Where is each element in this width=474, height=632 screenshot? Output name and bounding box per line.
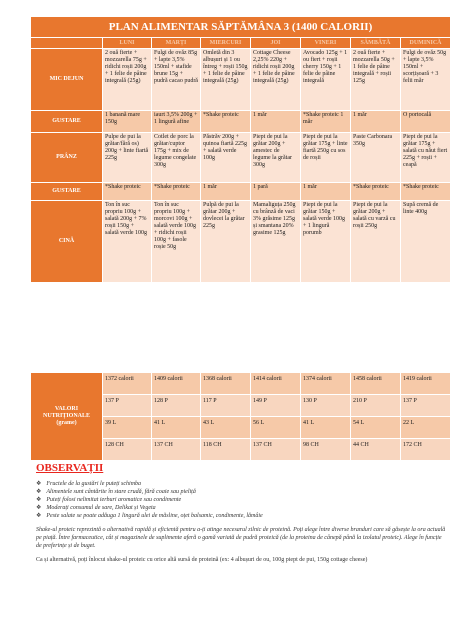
nutrition-cell: 118 CH bbox=[201, 439, 251, 461]
meal-cell: Pulpă de pui la grătar 200g + dovlecei la grătar 225g bbox=[201, 201, 251, 283]
observation-text: Puteți folosi nelimitat ierburi aromatice sau condimente bbox=[46, 497, 182, 503]
nutrition-cell: 1409 calorii bbox=[152, 373, 201, 395]
nutrition-cell: 210 P bbox=[351, 395, 401, 417]
nutrition-cell: 22 L bbox=[401, 417, 451, 439]
nutrition-cell: 137 CH bbox=[251, 439, 301, 461]
meal-cell: Piept de pui la grătar 200g + salată cu varză cu roșii 250g bbox=[351, 201, 401, 283]
observation-text: Moderați consumul de sare, Delikat și Vegeta bbox=[46, 505, 156, 511]
meal-cell: 2 ouă fierte + mozzarella 50g + 1 felie de pâine integrală + roșii 125g bbox=[351, 49, 401, 111]
day-header: VINERI bbox=[301, 38, 351, 49]
meal-cell: *Shake proteic bbox=[351, 183, 401, 201]
alternative-note: Ca și alternativă, poți înlocui shake-ul proteic cu orice altă sursă de proteină (ex: 4 albușuri de ou, 100g piept de pui, 150g cottage cheese) bbox=[36, 557, 368, 563]
meal-cell: 1 măr bbox=[201, 183, 251, 201]
diamond-bullet-icon: ❖ bbox=[36, 497, 42, 503]
meal-cell: 1 măr bbox=[351, 111, 401, 133]
meal-cell: Piept de pui la grătar 150g + salată verde 100g + 1 lingură porumb bbox=[301, 201, 351, 283]
meal-row bbox=[31, 111, 451, 133]
nutrition-cell: 54 L bbox=[351, 417, 401, 439]
nutrition-cell: 128 P bbox=[152, 395, 201, 417]
meal-cell: Piept de pui la grătar 175g + salată cu năut fiert 225g + roșii + ceapă bbox=[401, 133, 451, 183]
nutrition-cell: 172 CH bbox=[401, 439, 451, 461]
meal-cell: Pulpe de pui la grătar/fără os) 200g + linte fiartă 225g bbox=[103, 133, 152, 183]
meal-cell: Fulgi de ovăz 85g + lapte 3,5% 150ml + stafide brune 15g + pudră cacao pudră bbox=[152, 49, 201, 111]
observation-item bbox=[36, 480, 446, 488]
diamond-bullet-icon: ❖ bbox=[36, 481, 42, 487]
meal-cell: Omletă din 3 albușuri și 1 ou întreg + roșii 150g + 1 felie de pâine integrală (25g) bbox=[201, 49, 251, 111]
meal-row bbox=[31, 201, 451, 283]
meal-cell: Mamaliguța 250g cu brânză de vaci 3% grăsime 125g și smantana 20% grasime 125g bbox=[251, 201, 301, 283]
meal-row bbox=[31, 133, 451, 183]
observation-item bbox=[36, 488, 446, 496]
day-header: MARȚI bbox=[152, 38, 201, 49]
meal-cell: Păstrăv 200g + quinoa fiartă 225g + salată verde 100g bbox=[201, 133, 251, 183]
nutrition-cell: 1419 calorii bbox=[401, 373, 451, 395]
observation-item bbox=[36, 504, 446, 512]
nutrition-cell: 1414 calorii bbox=[251, 373, 301, 395]
meal-cell: Piept de pui la grătar 175g + linte fiartă 250g cu sos de roșii bbox=[301, 133, 351, 183]
observations-title: OBSERVAȚII bbox=[36, 462, 104, 474]
meal-cell: Ton în suc propriu 100g + morcovi 100g + salată verde 100g + ridichi roșii 100g + fasole roșie 50g bbox=[152, 201, 201, 283]
plan-title: PLAN ALIMENTAR SĂPTĂMÂNA 3 (1400 CALORII) bbox=[31, 17, 451, 38]
nutrition-cell: 43 L bbox=[201, 417, 251, 439]
meal-row bbox=[31, 49, 451, 111]
nutrition-cell: 41 L bbox=[301, 417, 351, 439]
meal-row bbox=[31, 183, 451, 201]
meal-cell: Avocado 125g + 1 ou fiert + roșii cherry 150g + 1 felie de pâine integrală bbox=[301, 49, 351, 111]
day-header: JOI bbox=[251, 38, 301, 49]
observation-text: Alimentele sunt cântărite în stare crudă, fără coaie sau pieliță bbox=[46, 489, 196, 495]
diamond-bullet-icon: ❖ bbox=[36, 505, 42, 511]
header-corner bbox=[31, 38, 103, 49]
meal-cell: O portocală bbox=[401, 111, 451, 133]
nutrition-cell: 41 L bbox=[152, 417, 201, 439]
day-header: LUNI bbox=[103, 38, 152, 49]
meal-cell: Cottage Cheese 2,25% 220g + ridichi roșii 200g + 1 felie de pâine integrală (25g) bbox=[251, 49, 301, 111]
meal-cell: iaurt 3,5% 200g + 1 lingură afine bbox=[152, 111, 201, 133]
meal-label: GUSTARE bbox=[31, 111, 103, 133]
meal-label: MIC DEJUN bbox=[31, 49, 103, 111]
nutrition-cell: 137 CH bbox=[152, 439, 201, 461]
meal-cell: 2 ouă fierte + mozzarella 75g + ridichi roșii 200g + 1 felie de pâine integrală (25g) bbox=[103, 49, 152, 111]
nutrition-cell: 130 P bbox=[301, 395, 351, 417]
meal-cell: Supă cremă de linte 400g bbox=[401, 201, 451, 283]
meal-cell: 1 pară bbox=[251, 183, 301, 201]
nutrition-cell: 39 L bbox=[103, 417, 152, 439]
meal-label: GUSTARE bbox=[31, 183, 103, 201]
nutrition-label: VALORI NUTRIȚIONALE (grame) bbox=[31, 373, 103, 461]
observations-section bbox=[36, 462, 446, 564]
observations-list bbox=[36, 480, 446, 520]
day-header: MIERCURI bbox=[201, 38, 251, 49]
meal-label: CINĂ bbox=[31, 201, 103, 283]
nutrition-cell: 98 CH bbox=[301, 439, 351, 461]
meal-cell: Paste Carbonara 350g bbox=[351, 133, 401, 183]
nutrition-cell: 56 L bbox=[251, 417, 301, 439]
nutrition-table bbox=[30, 372, 451, 461]
day-header: SÂMBĂTĂ bbox=[351, 38, 401, 49]
nutrition-cell: 149 P bbox=[251, 395, 301, 417]
nutrition-cell: 137 P bbox=[103, 395, 152, 417]
nutrition-cell: 1372 calorii bbox=[103, 373, 152, 395]
meal-cell: *Shake proteic 1 măr bbox=[301, 111, 351, 133]
meal-cell: Fulgi de ovăz 50g + lapte 3,5% 150ml + scorțișoară + 3 felii măr bbox=[401, 49, 451, 111]
nutrition-cell: 128 CH bbox=[103, 439, 152, 461]
nutrition-cell: 137 P bbox=[401, 395, 451, 417]
day-header-row bbox=[31, 38, 451, 49]
meal-cell: Piept de pui la grătar 200g + amestec de legume la grătar 300g bbox=[251, 133, 301, 183]
nutrition-cell: 1374 calorii bbox=[301, 373, 351, 395]
meal-cell: 1 banană mare 150g bbox=[103, 111, 152, 133]
observation-item bbox=[36, 496, 446, 504]
observation-text: Fructele de la gustări le puteți schimba bbox=[46, 481, 142, 487]
nutrition-cell: 44 CH bbox=[351, 439, 401, 461]
meal-cell: Cotlet de porc la grătar/cuptor 175g + mix de legume congelate 300g bbox=[152, 133, 201, 183]
meal-cell: *Shake proteic bbox=[201, 111, 251, 133]
meal-label: PRÂNZ bbox=[31, 133, 103, 183]
meal-cell: 1 măr bbox=[251, 111, 301, 133]
day-header: DUMINICĂ bbox=[401, 38, 451, 49]
meal-cell: *Shake proteic bbox=[103, 183, 152, 201]
meal-cell: Ton în suc propriu 100g + salată 200g + 7% roșii 150g + salată verde 100g bbox=[103, 201, 152, 283]
nutrition-cell: 117 P bbox=[201, 395, 251, 417]
nutrition-cell: 1368 calorii bbox=[201, 373, 251, 395]
meal-cell: *Shake proteic bbox=[152, 183, 201, 201]
shake-note: Shake-ul proteic reprezintă o alternativă rapidă și eficientă pentru a-ți atinge necesarul zilnic de proteină. Poți alege între diverse branduri care să găsește la ora actuală pe piață. Între farmaceutice, cât și magazinele de suplimente aferă o gamă variată de pudră proteică (de la proteina de cânepă până la izolatul proteic). Alege în funcție de preferințe și de buget. bbox=[36, 527, 446, 549]
nutrition-cell: 1458 calorii bbox=[351, 373, 401, 395]
meal-plan-table bbox=[30, 16, 451, 283]
observation-text: Peste salate se poate adăuga 1 lingură ulei de măsline, oțet balsamic, condimente, lămâie bbox=[46, 513, 263, 519]
observation-item bbox=[36, 512, 446, 520]
meal-cell: *Shake proteic bbox=[401, 183, 451, 201]
diamond-bullet-icon: ❖ bbox=[36, 513, 42, 519]
diamond-bullet-icon: ❖ bbox=[36, 489, 42, 495]
meal-cell: 1 măr bbox=[301, 183, 351, 201]
nutrition-row bbox=[31, 373, 451, 395]
